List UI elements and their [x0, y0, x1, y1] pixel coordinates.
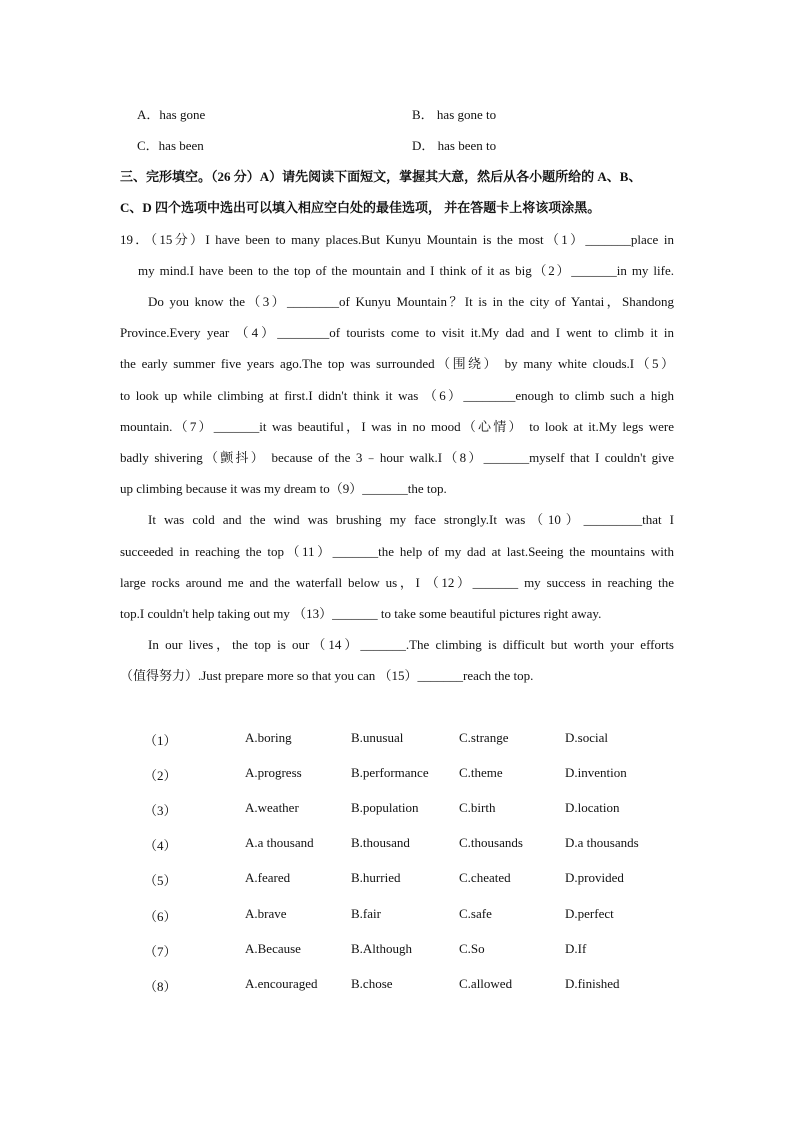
option-row: [0, 870, 794, 892]
option-d: D.social: [565, 730, 608, 745]
passage-line: 19．（15分）I have been to many places.But Kunyu Mountain is the most（1）_______place in: [120, 232, 674, 247]
passage-line: Province.Every year （4）________of tourists come to visit it.My dad and I went to climb it in: [120, 325, 674, 340]
passage-line: the early summer five years ago.The top was surrounded（围绕） by many white clouds.I（5）: [120, 356, 674, 371]
option-c: C.thousands: [459, 835, 523, 850]
passage-line: up climbing because it was my dream to（9）_______the top.: [120, 481, 447, 496]
option-number: （4）: [144, 838, 177, 853]
option-d: D.a thousands: [565, 835, 639, 850]
section-heading-line-1: 三、完形填空。（26 分）A）请先阅读下面短文，掌握其大意，然后从各小题所给的 A、B、: [120, 169, 642, 184]
section-heading-line-2: C、D 四个选项中选出可以填入相应空白处的最佳选项， 并在答题卡上将该项涂黑。: [120, 200, 601, 215]
option-d: D.location: [565, 800, 620, 815]
option-a: A.a thousand: [245, 835, 314, 850]
option-c: C.strange: [459, 730, 509, 745]
option-number: （7）: [144, 944, 177, 959]
option-number: （2）: [144, 768, 177, 783]
option-d: D.If: [565, 941, 587, 956]
option-a: A.boring: [245, 730, 292, 745]
passage-line: top.I couldn't help taking out my （13）_______ to take some beautiful pictures right away.: [120, 606, 602, 621]
option-a: A.Because: [245, 941, 301, 956]
option-number: （6）: [144, 909, 177, 924]
passage-line: to look up while climbing at first.I didn't think it was （6）________enough to climb such a high: [120, 388, 674, 403]
option-b: B.chose: [351, 976, 393, 991]
option-c: C.safe: [459, 906, 492, 921]
passage-line: large rocks around me and the waterfall below us，I （12）_______ my success in reaching the: [120, 575, 674, 590]
option-number: （1）: [144, 733, 177, 748]
passage-line: （值得努力）.Just prepare more so that you can （15）_______reach the top.: [120, 668, 534, 683]
option-a: A.weather: [245, 800, 299, 815]
option-b: B.Although: [351, 941, 413, 956]
option-c: C.allowed: [459, 976, 513, 991]
passage-line: succeeded in reaching the top（11）_______the help of my dad at last.Seeing the mountains with: [120, 544, 674, 559]
option-d: D.invention: [565, 765, 627, 780]
option-d: D.provided: [565, 870, 624, 885]
passage-line: my mind.I have been to the top of the mountain and I think of it as big（2）_______in my life.: [138, 263, 674, 278]
option-b: B.unusual: [351, 730, 404, 745]
option-a: A.encouraged: [245, 976, 318, 991]
passage-line: It was cold and the wind was brushing my face strongly.It was（10）_________that I: [148, 512, 674, 527]
option-c: C.birth: [459, 800, 496, 815]
option-c: C.cheated: [459, 870, 511, 885]
passage-line: In our lives，the top is our（14）_______.The climbing is difficult but worth your efforts: [148, 637, 674, 652]
option-a: A.feared: [245, 870, 291, 885]
passage-line: Do you know the（3）________of Kunyu Mountain？It is in the city of Yantai，Shandong: [148, 294, 674, 309]
option-b: B.population: [351, 800, 419, 815]
option-d: D.finished: [565, 976, 620, 991]
option-d: D.perfect: [565, 906, 614, 921]
option-row: [0, 941, 794, 963]
option-row: [0, 730, 794, 752]
option-row: [0, 835, 794, 857]
option-a: A.brave: [245, 906, 287, 921]
prev-option-c: C．has been: [137, 138, 204, 153]
option-b: B.performance: [351, 765, 429, 780]
option-c: C.theme: [459, 765, 503, 780]
option-number: （5）: [144, 873, 177, 888]
passage-line: badly shivering（颤抖） because of the 3﹣hour walk.I（8）_______myself that I couldn't give: [120, 450, 674, 465]
passage-line: mountain.（7）_______it was beautiful，I was in no mood（心情） to look at it.My legs were: [120, 419, 674, 434]
prev-option-b: B． has gone to: [412, 107, 497, 122]
option-b: B.fair: [351, 906, 381, 921]
option-row: [0, 800, 794, 822]
option-a: A.progress: [245, 765, 302, 780]
prev-option-d: D． has been to: [412, 138, 497, 153]
option-number: （8）: [144, 979, 177, 994]
option-row: [0, 976, 794, 998]
option-c: C.So: [459, 941, 485, 956]
option-b: B.hurried: [351, 870, 401, 885]
option-b: B.thousand: [351, 835, 410, 850]
prev-option-a: A．has gone: [137, 107, 206, 122]
option-row: [0, 906, 794, 928]
option-row: [0, 765, 794, 787]
option-number: （3）: [144, 803, 177, 818]
